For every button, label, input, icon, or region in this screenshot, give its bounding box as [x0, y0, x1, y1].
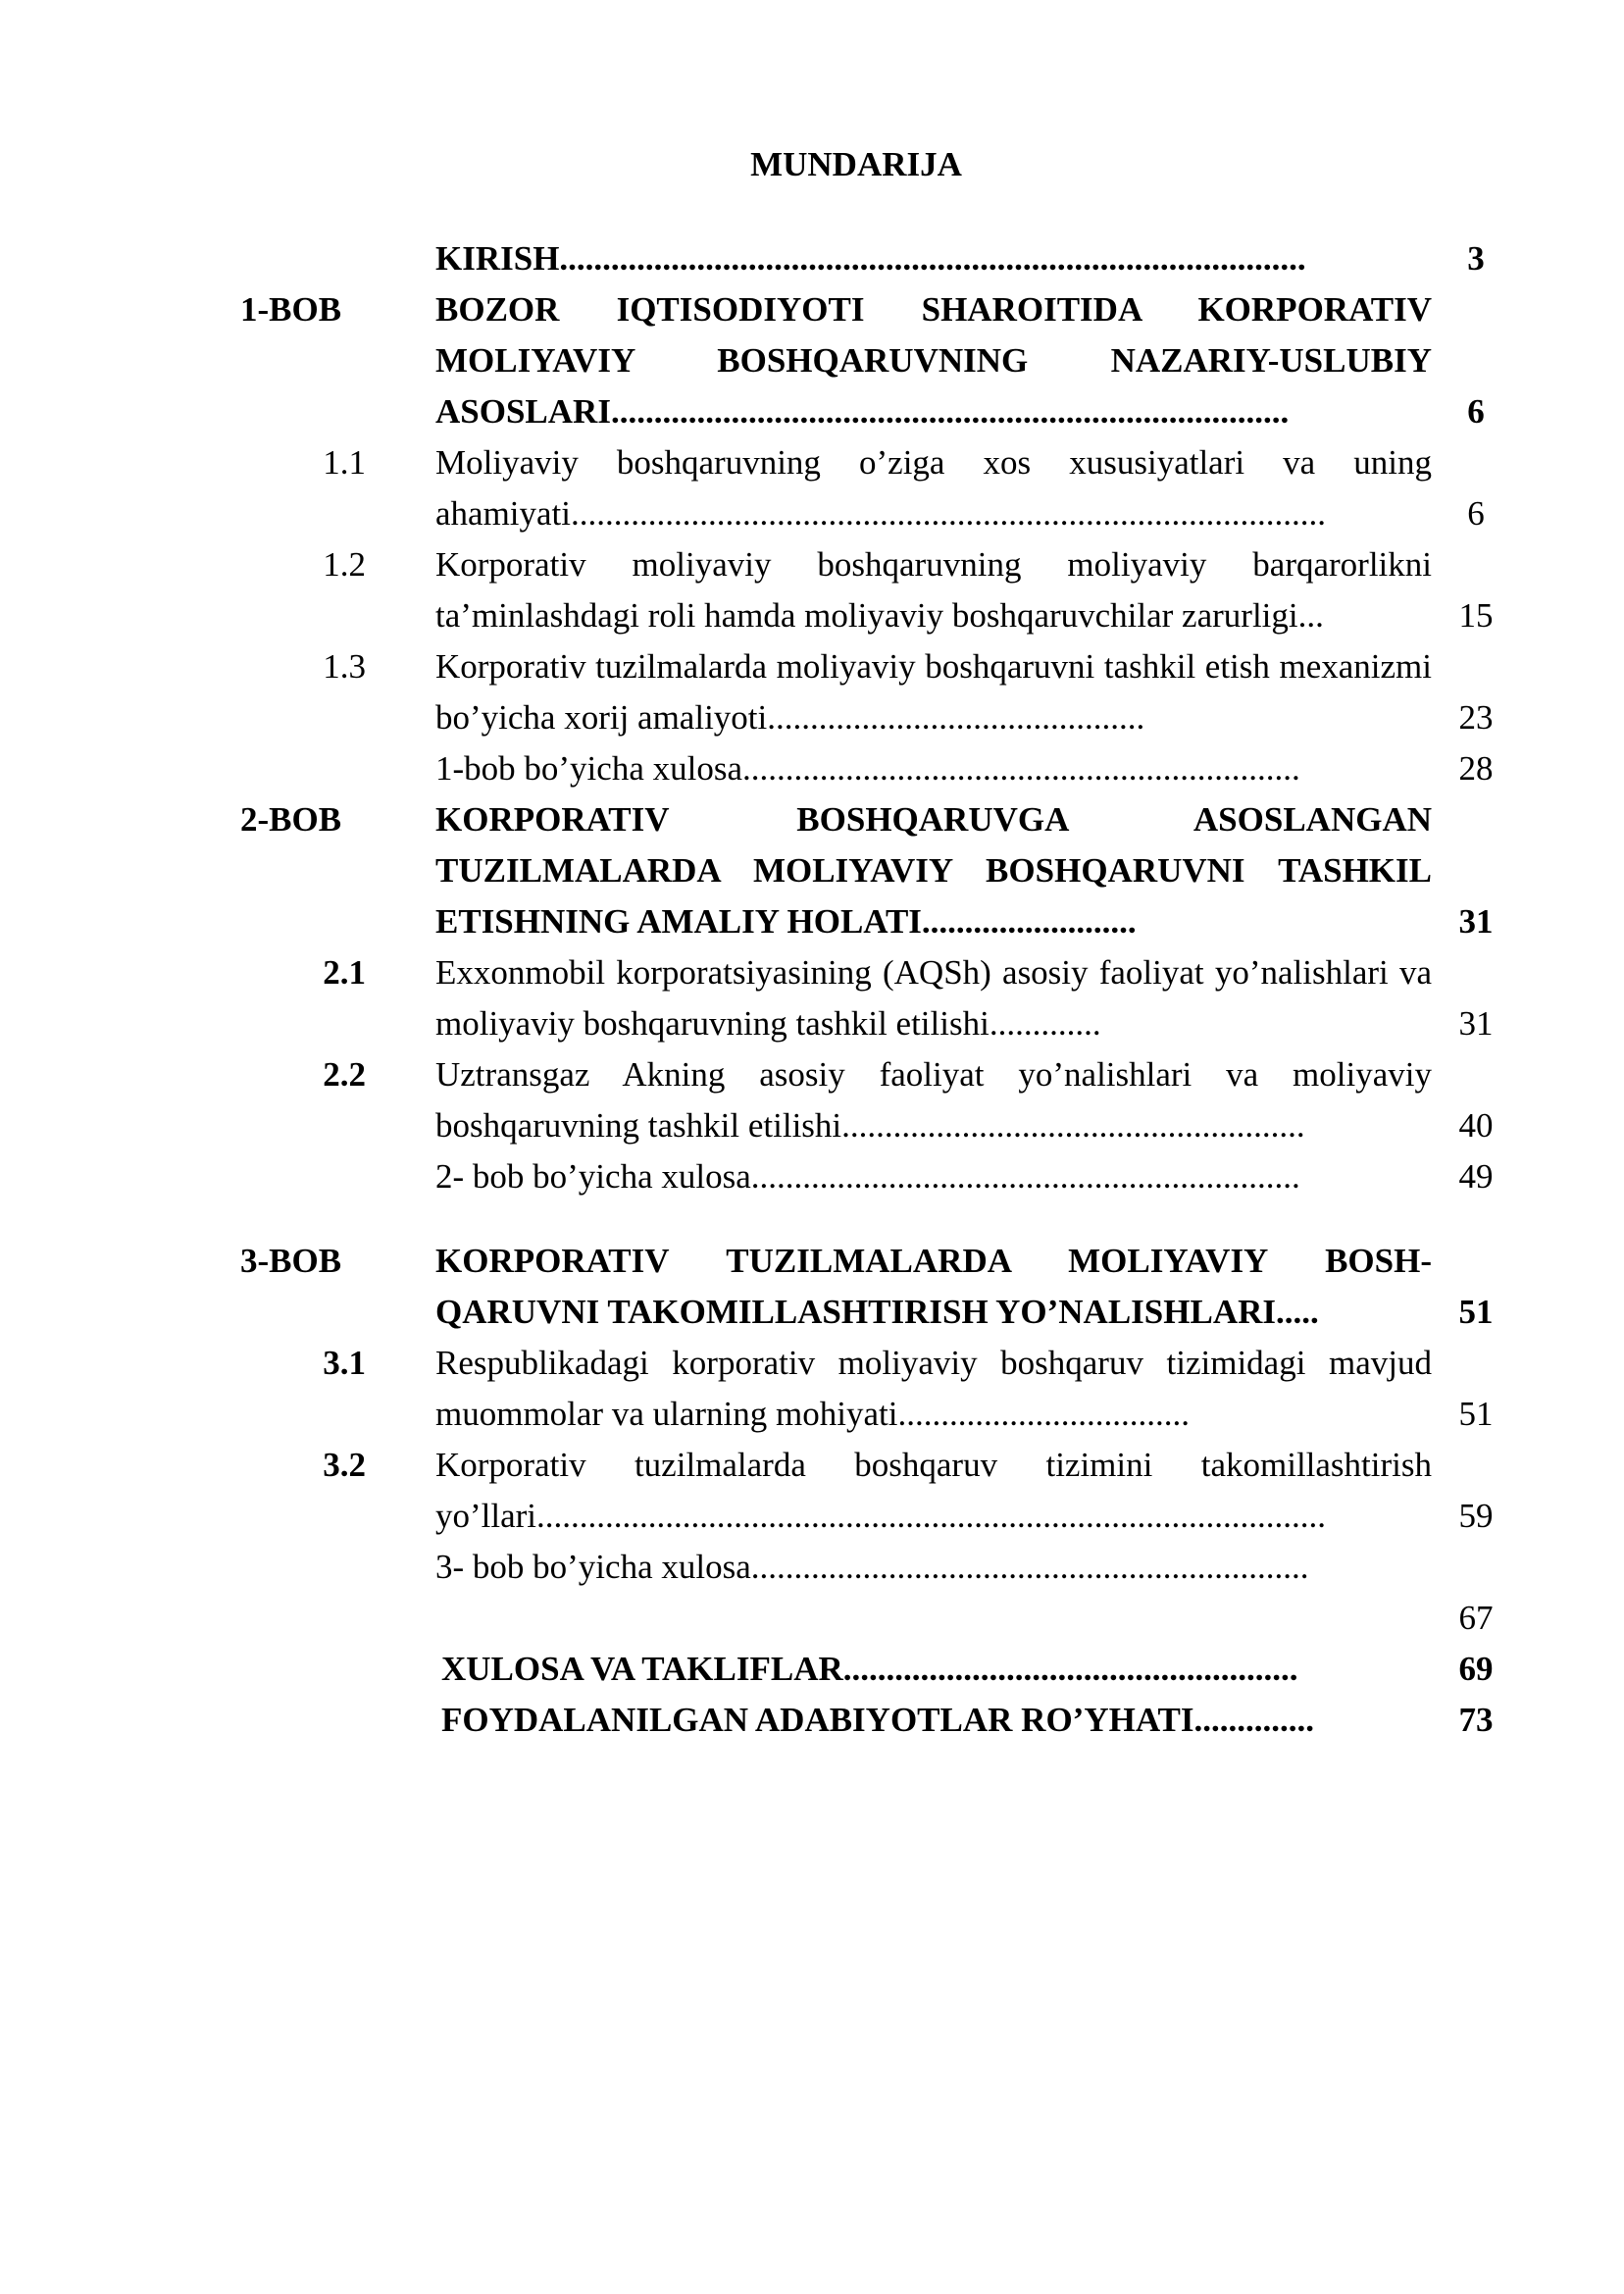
section-label: 1.2: [323, 545, 366, 584]
toc-entry-text: 2- bob bo’yicha xulosa................................................................: [435, 1157, 1300, 1196]
chapter-label: 2-BOB: [240, 800, 342, 839]
toc-entry-section-1-1: [0, 437, 1624, 539]
toc-entry-bibliography: [0, 1695, 1624, 1746]
toc-entry-section-3-2: [0, 1440, 1624, 1542]
toc-entry-chapter-1: [0, 284, 1624, 437]
toc-entry-summary-1: [0, 743, 1624, 794]
toc-entry-text: 3- bob bo’yicha xulosa.................................................................: [435, 1548, 1309, 1586]
section-label: 1.3: [323, 647, 366, 686]
toc-entry-chapter-3: [0, 1236, 1624, 1338]
toc-entry-text: Korporativ moliyaviy boshqaruvning moliyaviy barqarorlikni ta’minlashdagi roli hamda moliyaviy boshqaruvchilar zarurligi...: [435, 545, 1432, 635]
toc-entry-text: KORPORATIV BOSHQARUVGA ASOSLANGAN TUZILMALARDA MOLIYAVIY BOSHQARUVNI TASHKIL ETISHNING AMALIY HOLATI.........................: [435, 800, 1432, 941]
toc-entry-text: Exxonmobil korporatsiyasining (AQSh) asosiy faoliyat yo’nalishlari va moliyaviy boshqaruvning tashkil etilishi.............: [435, 953, 1432, 1043]
toc-entry-intro: [0, 233, 1624, 284]
toc-entry-page: 15: [1458, 596, 1494, 635]
toc-entry-summary-2: [0, 1151, 1624, 1202]
toc-entry-text: KIRISH.......................................................................................: [435, 239, 1306, 278]
section-label: 3.1: [323, 1344, 366, 1382]
section-label: 1.1: [323, 443, 366, 482]
toc-entry-section-1-3: [0, 641, 1624, 743]
page-title: MUNDARIJA: [750, 145, 962, 183]
section-label: 3.2: [323, 1446, 366, 1484]
table-of-contents: [0, 233, 1624, 1746]
toc-entry-text: FOYDALANILGAN ADABIYOTLAR RO’YHATI..............: [441, 1701, 1314, 1739]
toc-entry-page: 31: [1458, 1004, 1494, 1043]
toc-entry-page: 28: [1458, 749, 1494, 788]
toc-entry-chapter-2: [0, 794, 1624, 947]
toc-entry-conclusions: [0, 1644, 1624, 1695]
toc-entry-page: 31: [1458, 902, 1494, 941]
chapter-label: 1-BOB: [240, 290, 342, 329]
toc-entry-section-1-2: [0, 539, 1624, 641]
toc-entry-text: Korporativ tuzilmalarda boshqaruv tizimini takomillashtirish yo’llari............................................................................................: [435, 1446, 1432, 1535]
toc-entry-text: 1-bob bo’yicha xulosa.................................................................: [435, 749, 1300, 788]
toc-entry-summary-3: [0, 1542, 1624, 1644]
toc-entry-section-2-2: [0, 1049, 1624, 1151]
toc-entry-page: 59: [1458, 1497, 1494, 1535]
section-label: 2.2: [323, 1055, 366, 1094]
toc-entry-text: XULOSA VA TAKLIFLAR.....................................................: [441, 1650, 1298, 1688]
toc-entry-page: 40: [1458, 1106, 1494, 1145]
toc-entry-page: 51: [1458, 1293, 1494, 1331]
toc-entry-text: Moliyaviy boshqaruvning o’ziga xos xususiyatlari va uning ahamiyati........................................................................................: [435, 443, 1432, 533]
toc-entry-text: Respublikadagi korporativ moliyaviy boshqaruv tizimidagi mavjud muommolar va ularning mohiyati..................................: [435, 1344, 1432, 1433]
section-spacer: [0, 1202, 1624, 1236]
toc-entry-page: 6: [1467, 392, 1485, 431]
toc-entry-section-2-1: [0, 947, 1624, 1049]
toc-entry-text: Korporativ tuzilmalarda moliyaviy boshqaruvni tashkil etish mexanizmi bo’yicha xorij amaliyoti............................................: [435, 647, 1432, 737]
toc-entry-page: 49: [1458, 1157, 1494, 1196]
toc-entry-page: 23: [1458, 698, 1494, 737]
toc-entry-page: 51: [1458, 1395, 1494, 1433]
toc-entry-text: BOZOR IQTISODIYOTI SHAROITIDA KORPORATIV MOLIYAVIY BOSHQARUVNING NAZARIY-USLUBIY ASOSLARI...............................................................................: [435, 290, 1432, 431]
toc-entry-page: 69: [1458, 1650, 1494, 1688]
chapter-label: 3-BOB: [240, 1242, 342, 1280]
toc-entry-page: 3: [1467, 239, 1485, 278]
toc-entry-page: 67: [1458, 1599, 1494, 1637]
toc-entry-page: 73: [1458, 1701, 1494, 1739]
toc-entry-text: KORPORATIV TUZILMALARDA MOLIYAVIY BOSH-QARUVNI TAKOMILLASHTIRISH YO’NALISHLARI.....: [435, 1242, 1432, 1331]
toc-entry-section-3-1: [0, 1338, 1624, 1440]
section-label: 2.1: [323, 953, 366, 992]
toc-entry-page: 6: [1467, 494, 1485, 533]
toc-entry-text: Uztransgaz Akning asosiy faoliyat yo’nalishlari va moliyaviy boshqaruvning tashkil etilishi......................................................: [435, 1055, 1432, 1145]
